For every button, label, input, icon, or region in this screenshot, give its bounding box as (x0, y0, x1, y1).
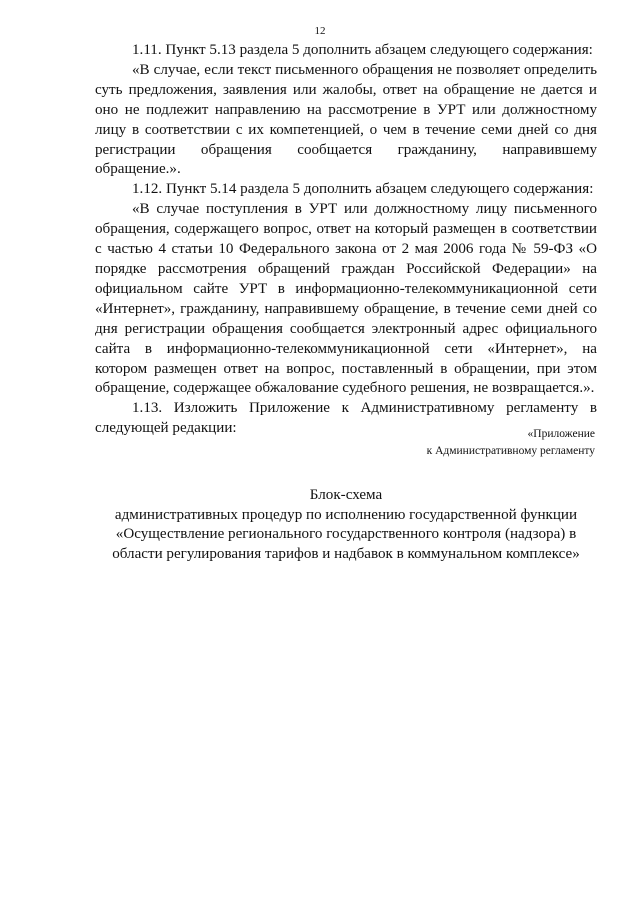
paragraph-1-11-heading: 1.11. Пункт 5.13 раздела 5 дополнить абзацем следующего содержания: (132, 42, 593, 58)
block-scheme-line-3: области регулирования тарифов и надбавок в коммунальном комплексе» (112, 545, 580, 562)
block-scheme-heading (90, 486, 602, 564)
block-scheme-title: Блок-схема (309, 487, 383, 503)
block-scheme-line-2: «Осуществление регионального государственного контроля (надзора) в (115, 526, 577, 542)
paragraph-1-12-content: «В случае поступления в УРТ или должностному лицу письменного обращения, содержащего вопрос, ответ на который размещен в соответствии с частью 4 статьи 10 Федерального закона от 2 мая 2006 года № 59-ФЗ «О порядке рассмотрения обращений граждан Российской Федерации» на официальном сайте УРТ в информационно-телекоммуникационной сети «Интернет», гражданину, направившему обращение, в течение семи дней со дня регистрации обращения сообщается электронный адрес официального сайта в информационно-телекоммуникационной сети «Интернет», на котором размещен ответ на вопрос, поставленный в обращении, при этом обращение, содержащее обжалование судебного решения, не возвращается.». (95, 201, 597, 397)
amendment-text (95, 41, 597, 439)
paragraph-1-13: 1.13. Изложить Приложение к Административному регламенту в следующей редакции: (95, 400, 597, 437)
page-number: 12 (314, 25, 326, 37)
appendix-reference (335, 426, 595, 460)
paragraph-1-11-content: «В случае, если текст письменного обращения не позволяет определить суть предложения, заявления или жалобы, ответ на обращение не дается и оно не подлежит направлению на рассмотрение в УРТ или должностному лицу в соответствии с их компетенцией, о чем в течение семи дней со дня регистрации обращения сообщается гражданину, направившему обращение.». (95, 61, 597, 178)
block-scheme-line-1: административных процедур по исполнению государственной функции (114, 506, 578, 523)
appendix-reference-line-1: «Приложение (527, 428, 595, 440)
paragraph-1-12-heading: 1.12. Пункт 5.14 раздела 5 дополнить абзацем следующего содержания: (132, 181, 594, 198)
appendix-reference-line-2: к Административному регламенту (426, 445, 595, 457)
